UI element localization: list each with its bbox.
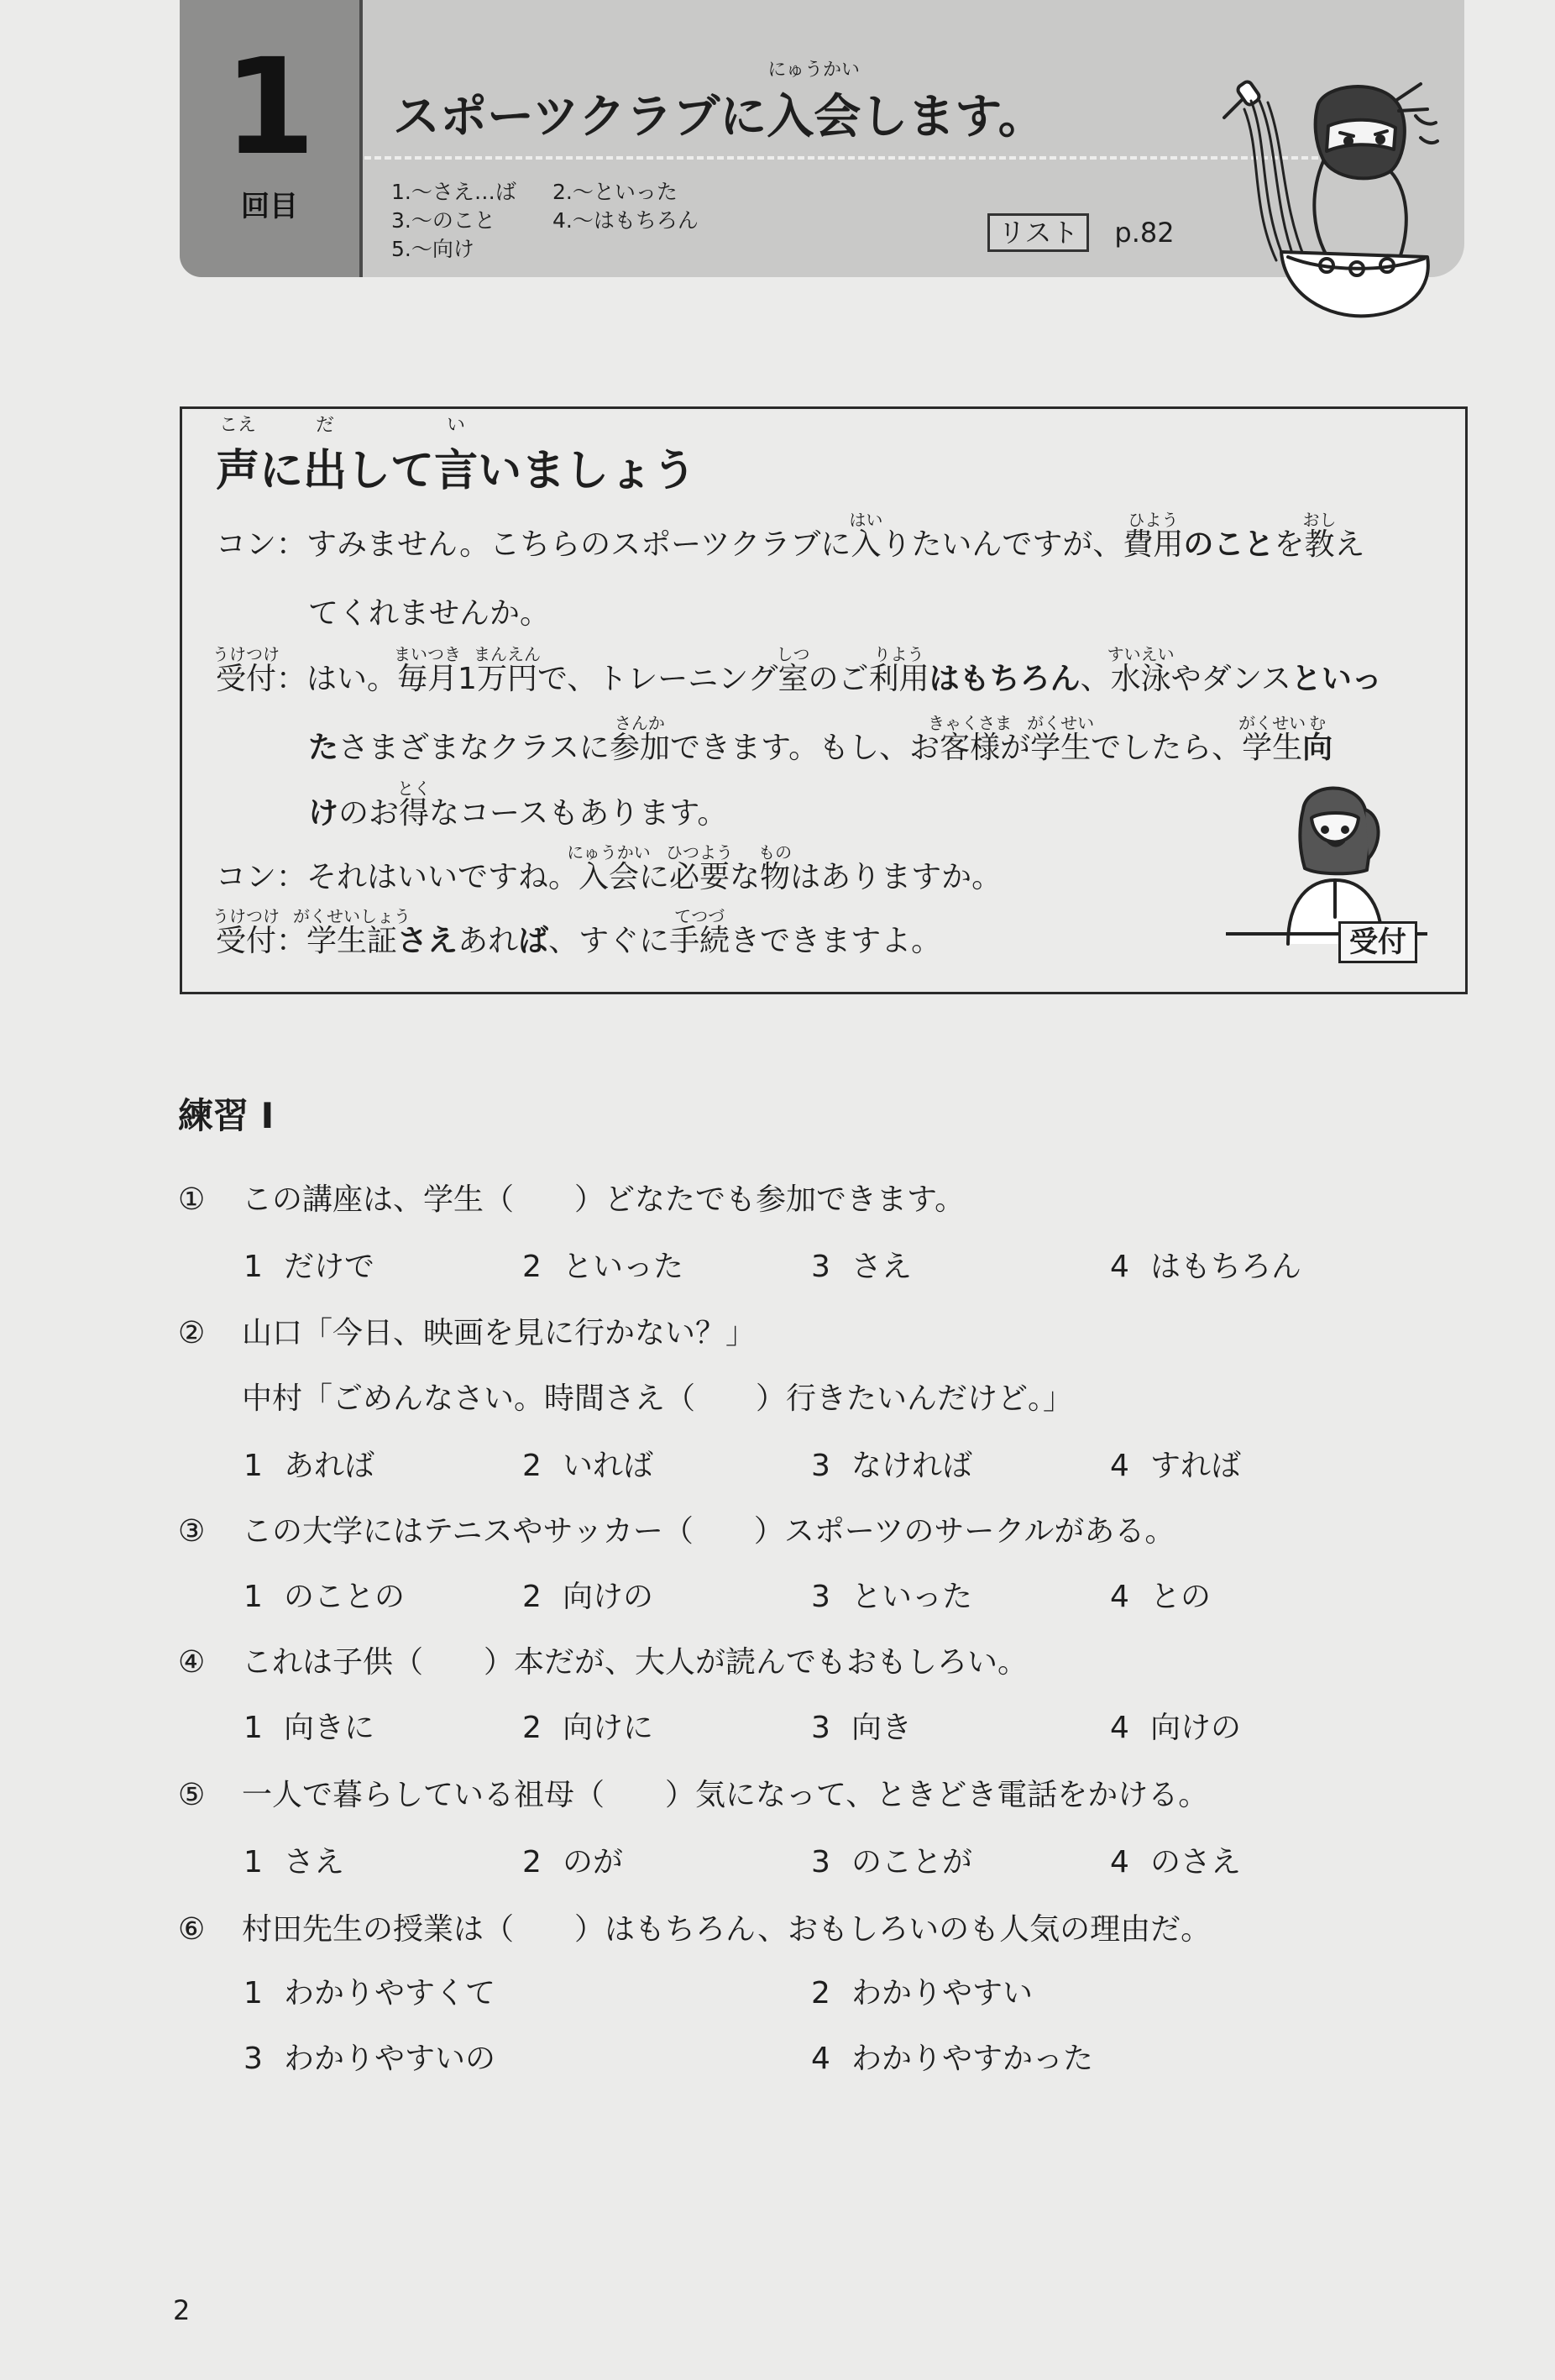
option[interactable]: 3 向き (811, 1711, 913, 1745)
option[interactable]: 4 向けの (1110, 1711, 1242, 1745)
page-number: 2 (173, 2294, 191, 2326)
exercise-section-title: 練習 I (178, 1095, 275, 1136)
reception-label: 受付 (1338, 921, 1417, 963)
question-3: ③ この大学にはテニスやサッカー（ ）スポーツのサークルがある。 (178, 1514, 1175, 1549)
option[interactable]: 4 のさえ (1110, 1845, 1242, 1879)
option[interactable]: 2 のが (522, 1845, 624, 1879)
title-part: します。 (861, 90, 1045, 144)
list-page: p.82 (1114, 217, 1175, 249)
dialogue-line: 受付 うけつけ ：はい。毎月 まいつき 1万円 まんえん で、トレーニング室 しつ のご利用 りよう はもちろん、水泳 すいえい やダンスといっ (212, 644, 1382, 696)
question-2: ② 山口「今日、映画を見に行かない？」 (178, 1316, 757, 1350)
dialogue-line: たさまざまなクラスに参加 さんか できます。もし、お客様 きゃくさま が学生 がくせい でしたら、学生 がくせい 向 む (308, 713, 1333, 765)
option[interactable]: 4 はもちろん (1110, 1250, 1302, 1284)
grammar-point-list (391, 178, 714, 264)
option[interactable]: 1 向きに (243, 1711, 375, 1745)
lesson-number: 1 (223, 30, 316, 185)
option[interactable]: 2 向けの (522, 1580, 654, 1614)
question-6: ⑥ 村田先生の授業は（ ）はもちろん、おもしろいのも人気の理由だ。 (178, 1912, 1212, 1947)
option[interactable]: 4 すれば (1110, 1449, 1242, 1483)
option[interactable]: 2 向けに (522, 1711, 654, 1745)
title-part: スポーツクラブに (393, 90, 767, 144)
dialogue-line: 受付 うけつけ ：学生証 がくせいしょう さえあれば、すぐに手続 てつづ きできますよ。 (212, 906, 942, 958)
option[interactable]: 3 さえ (811, 1250, 913, 1284)
option[interactable]: 2 いれば (522, 1449, 654, 1483)
option[interactable]: 4 わかりやすかった (811, 2042, 1094, 2076)
option[interactable]: 4 との (1110, 1580, 1212, 1614)
dialogue-line: てくれませんか。 (308, 596, 551, 631)
option[interactable]: 3 といった (811, 1580, 973, 1614)
dialogue-line: コン：それはいいですね。入会 にゅうかい に必要 ひつよう な物 もの はありますか。 (216, 842, 1003, 894)
question-4: ④ これは子供（ ）本だが、大人が読んでもおもしろい。 (178, 1645, 1029, 1680)
dialogue-line: コン：すみません。こちらのスポーツクラブに入 はい りたいんですが、費用 ひよう のことを教 おし え (216, 510, 1365, 562)
lesson-title (393, 60, 1045, 151)
option[interactable]: 2 といった (522, 1250, 684, 1284)
ninja-noodle-illustration (1201, 67, 1444, 344)
grammar-point: 3.〜のこと (391, 208, 495, 233)
header-divider (364, 156, 1338, 160)
option[interactable]: 1 だけで (243, 1250, 375, 1284)
question-5: ⑤ 一人で暮らしている祖母（ ）気になって、ときどき電話をかける。 (178, 1778, 1209, 1812)
option[interactable]: 1 さえ (243, 1845, 345, 1879)
lesson-tab (180, 0, 363, 277)
question-1: ① この講座は、学生（ ）どなたでも参加できます。 (178, 1182, 966, 1217)
title-ruby: 入会 にゅうかい (767, 60, 861, 144)
option[interactable]: 3 なければ (811, 1449, 973, 1483)
option[interactable]: 1 わかりやすくて (243, 1976, 496, 2010)
list-reference (987, 213, 1175, 252)
dialogue-line: けのお得 とく なコースもあります。 (308, 778, 728, 831)
grammar-point: 5.〜向け (391, 237, 474, 261)
grammar-point: 4.〜はもちろん (552, 208, 699, 233)
lesson-counter: 回目 (241, 190, 298, 223)
option[interactable]: 1 のことの (243, 1580, 406, 1614)
option[interactable]: 1 あれば (243, 1449, 375, 1483)
option[interactable]: 3 わかりやすいの (243, 2042, 496, 2076)
list-label: リスト (987, 213, 1089, 252)
grammar-point: 1.〜さえ…ば (391, 180, 516, 204)
dialogue-title: 声 こえ に出 だ して言 い いましょう (216, 415, 697, 496)
option[interactable]: 3 のことが (811, 1845, 973, 1879)
grammar-point: 2.〜といった (552, 180, 678, 204)
option[interactable]: 2 わかりやすい (811, 1976, 1034, 2010)
question-2-line-2: 中村「ごめんなさい。時間さえ（ ）行きたいんだけど。」 (242, 1381, 1074, 1416)
